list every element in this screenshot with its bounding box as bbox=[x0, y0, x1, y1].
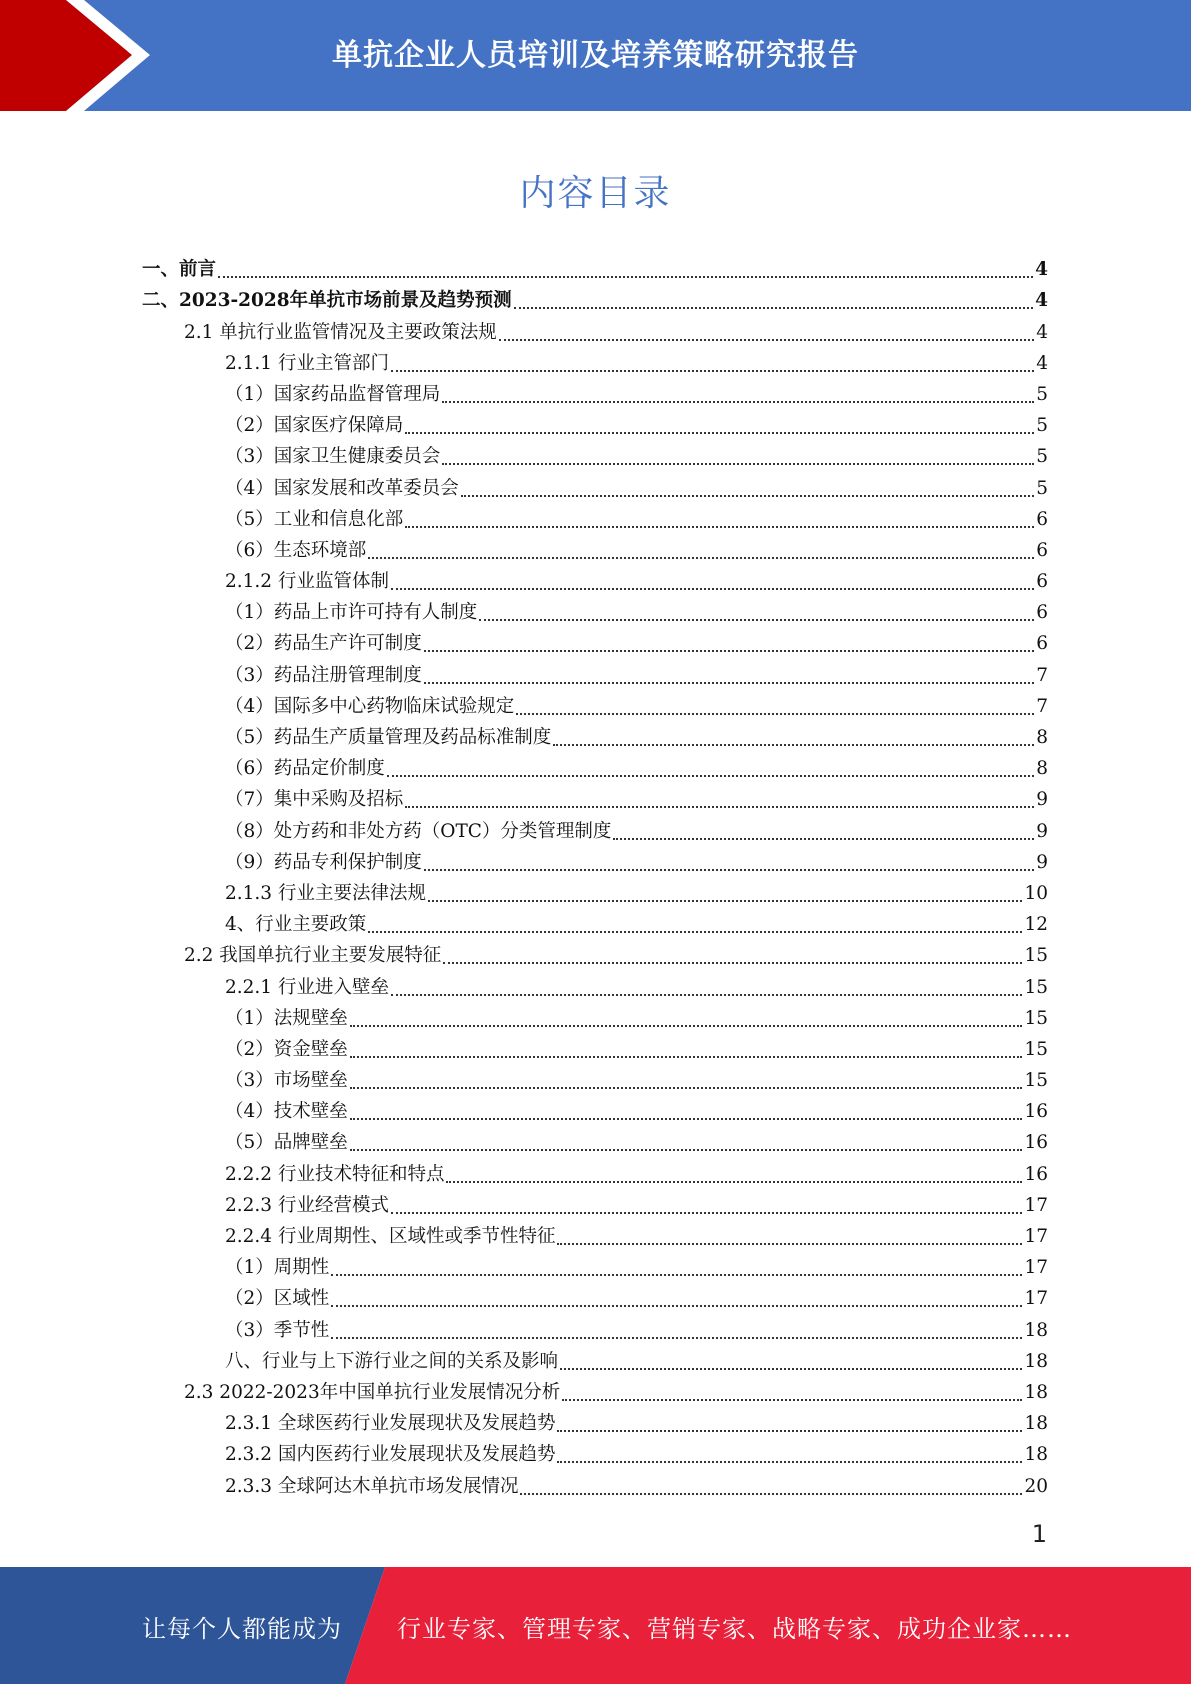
toc-entry[interactable] bbox=[142, 878, 1048, 909]
toc-entry-page: 17 bbox=[1024, 1257, 1048, 1279]
toc-entry-page: 8 bbox=[1036, 727, 1048, 748]
toc-entry-page: 5 bbox=[1036, 383, 1048, 405]
toc-entry[interactable] bbox=[142, 1252, 1048, 1283]
toc-entry-page: 4 bbox=[1036, 321, 1048, 343]
toc-entry-label: 2.2.2 行业技术特征和特点 bbox=[225, 1163, 445, 1185]
toc-entry[interactable] bbox=[142, 348, 1048, 379]
toc-entry[interactable] bbox=[142, 254, 1048, 285]
toc-entry-label: （1）药品上市许可持有人制度 bbox=[225, 602, 478, 624]
toc-entry-label: 2.1.1 行业主管部门 bbox=[225, 352, 389, 374]
toc-leader-dots bbox=[442, 401, 1034, 403]
footer-slogan-right: 行业专家、管理专家、营销专家、战略专家、成功企业家…… bbox=[397, 1615, 1072, 1643]
toc-entry-label: （5）药品生产质量管理及药品标准制度 bbox=[225, 727, 552, 748]
toc-entry-page: 6 bbox=[1036, 508, 1048, 530]
toc-entry-label: 2.3.3 全球阿达木单抗市场发展情况 bbox=[225, 1475, 519, 1497]
page-number: 1 bbox=[1031, 1520, 1047, 1548]
toc-leader-dots bbox=[405, 432, 1034, 434]
toc-entry-label: 2.1.3 行业主要法律法规 bbox=[225, 882, 426, 904]
toc-entry[interactable] bbox=[142, 815, 1048, 846]
toc-entry[interactable] bbox=[142, 410, 1048, 441]
toc-entry[interactable] bbox=[142, 1158, 1048, 1189]
toc-leader-dots bbox=[350, 1118, 1023, 1120]
toc-entry-page: 16 bbox=[1024, 1163, 1048, 1185]
toc-entry[interactable] bbox=[142, 1439, 1048, 1470]
toc-entry-page: 4 bbox=[1035, 290, 1048, 312]
toc-entry-label: 2.1 单抗行业监管情况及主要政策法规 bbox=[184, 321, 497, 343]
toc-entry-page: 8 bbox=[1036, 758, 1048, 780]
toc-entry-label: （3）季节性 bbox=[225, 1319, 330, 1341]
toc-entry[interactable] bbox=[142, 1127, 1048, 1158]
toc-entry-label: （2）药品生产许可制度 bbox=[225, 633, 422, 655]
toc-entry-label: （2）区域性 bbox=[225, 1288, 330, 1310]
toc-entry[interactable] bbox=[142, 441, 1048, 472]
toc-entry[interactable] bbox=[142, 379, 1048, 410]
toc-entry[interactable] bbox=[142, 628, 1048, 659]
toc-entry-label: 一、前言 bbox=[142, 259, 217, 281]
toc-entry[interactable] bbox=[142, 566, 1048, 597]
toc-entry[interactable] bbox=[142, 1096, 1048, 1127]
toc-leader-dots bbox=[613, 838, 1034, 840]
toc-leader-dots bbox=[391, 1212, 1022, 1214]
toc-entry-page: 18 bbox=[1024, 1381, 1048, 1403]
toc-entry-page: 20 bbox=[1024, 1475, 1048, 1497]
toc-entry-label: （1）法规壁垒 bbox=[225, 1007, 348, 1029]
toc-entry-page: 5 bbox=[1036, 446, 1048, 468]
toc-entry[interactable] bbox=[142, 909, 1048, 940]
toc-entry[interactable] bbox=[142, 504, 1048, 535]
toc-leader-dots bbox=[557, 1461, 1022, 1463]
toc-leader-dots bbox=[443, 962, 1022, 964]
toc-leader-dots bbox=[350, 1056, 1023, 1058]
table-of-contents bbox=[142, 254, 1048, 1502]
toc-entry-page: 17 bbox=[1024, 1194, 1048, 1216]
toc-leader-dots bbox=[391, 370, 1034, 372]
toc-entry[interactable] bbox=[142, 1003, 1048, 1034]
toc-entry-page: 17 bbox=[1024, 1226, 1048, 1247]
toc-entry[interactable] bbox=[142, 1408, 1048, 1439]
toc-entry-label: （2）国家医疗保障局 bbox=[225, 415, 404, 437]
toc-leader-dots bbox=[442, 463, 1034, 465]
toc-leader-dots bbox=[331, 1274, 1022, 1276]
toc-leader-dots bbox=[499, 339, 1034, 341]
toc-entry[interactable] bbox=[142, 316, 1048, 347]
toc-entry-label: （4）技术壁垒 bbox=[225, 1101, 348, 1123]
toc-entry-page: 15 bbox=[1024, 1070, 1048, 1092]
toc-entry-label: （9）药品专利保护制度 bbox=[225, 851, 422, 873]
toc-leader-dots bbox=[350, 1025, 1023, 1027]
toc-leader-dots bbox=[479, 619, 1034, 621]
toc-leader-dots bbox=[368, 557, 1034, 559]
toc-entry-label: （3）国家卫生健康委员会 bbox=[225, 446, 441, 468]
toc-leader-dots bbox=[368, 931, 1022, 933]
toc-entry-page: 18 bbox=[1024, 1319, 1048, 1341]
toc-entry-page: 18 bbox=[1024, 1444, 1048, 1466]
toc-heading: 内容目录 bbox=[519, 173, 672, 214]
toc-leader-dots bbox=[424, 869, 1034, 871]
toc-leader-dots bbox=[387, 775, 1034, 777]
toc-entry[interactable] bbox=[142, 535, 1048, 566]
toc-entry-page: 15 bbox=[1024, 1038, 1048, 1060]
toc-entry-label: （1）国家药品监督管理局 bbox=[225, 383, 441, 405]
toc-entry[interactable] bbox=[142, 1034, 1048, 1065]
toc-entry[interactable] bbox=[142, 722, 1048, 753]
toc-entry-page: 5 bbox=[1036, 477, 1048, 499]
toc-entry-page: 17 bbox=[1024, 1288, 1048, 1310]
toc-entry-label: 2.3.1 全球医药行业发展现状及发展趋势 bbox=[225, 1413, 556, 1435]
toc-entry-label: 4、行业主要政策 bbox=[225, 914, 367, 936]
toc-entry[interactable] bbox=[142, 691, 1048, 722]
toc-entry-label: （8）处方药和非处方药（OTC）分类管理制度 bbox=[225, 820, 612, 842]
toc-leader-dots bbox=[557, 1243, 1022, 1245]
toc-leader-dots bbox=[405, 806, 1034, 808]
toc-entry-page: 6 bbox=[1036, 539, 1048, 561]
report-header bbox=[0, 0, 1191, 111]
toc-leader-dots bbox=[520, 1493, 1022, 1495]
toc-leader-dots bbox=[424, 650, 1034, 652]
toc-entry-label: （3）药品注册管理制度 bbox=[225, 664, 422, 686]
toc-entry[interactable] bbox=[142, 940, 1048, 971]
toc-entry-page: 6 bbox=[1036, 571, 1048, 593]
toc-leader-dots bbox=[428, 900, 1022, 902]
toc-entry-label: 2.2 我国单抗行业主要发展特征 bbox=[184, 945, 442, 967]
toc-entry-label: 2.2.3 行业经营模式 bbox=[225, 1194, 389, 1216]
toc-entry-page: 4 bbox=[1035, 259, 1048, 281]
toc-leader-dots bbox=[553, 744, 1034, 746]
toc-leader-dots bbox=[562, 1399, 1022, 1401]
footer-banner bbox=[0, 1567, 1191, 1684]
toc-entry[interactable] bbox=[142, 1190, 1048, 1221]
toc-leader-dots bbox=[461, 495, 1034, 497]
toc-entry-label: （1）周期性 bbox=[225, 1257, 330, 1279]
toc-entry-page: 15 bbox=[1024, 1007, 1048, 1029]
toc-entry-label: （7）集中采购及招标 bbox=[225, 789, 404, 811]
toc-entry-label: 2.3.2 国内医药行业发展现状及发展趋势 bbox=[225, 1444, 556, 1466]
toc-entry[interactable] bbox=[142, 1377, 1048, 1408]
toc-leader-dots bbox=[218, 276, 1033, 278]
toc-entry-label: （3）市场壁垒 bbox=[225, 1070, 348, 1092]
toc-entry-page: 9 bbox=[1036, 820, 1048, 842]
toc-entry-label: （4）国际多中心药物临床试验规定 bbox=[225, 695, 515, 717]
toc-entry-page: 15 bbox=[1024, 945, 1048, 967]
toc-leader-dots bbox=[391, 588, 1034, 590]
toc-entry-label: （6）生态环境部 bbox=[225, 539, 367, 561]
toc-leader-dots bbox=[514, 307, 1033, 309]
toc-entry-label: 2.3 2022-2023年中国单抗行业发展情况分析 bbox=[184, 1381, 561, 1403]
toc-entry-page: 7 bbox=[1036, 695, 1048, 717]
toc-leader-dots bbox=[446, 1181, 1022, 1183]
toc-leader-dots bbox=[557, 1430, 1022, 1432]
toc-entry-label: （4）国家发展和改革委员会 bbox=[225, 477, 459, 499]
toc-leader-dots bbox=[331, 1305, 1022, 1307]
toc-entry-page: 6 bbox=[1036, 633, 1048, 655]
toc-leader-dots bbox=[391, 994, 1022, 996]
toc-entry-page: 12 bbox=[1024, 914, 1048, 936]
toc-entry-label: （5）工业和信息化部 bbox=[225, 508, 404, 530]
toc-leader-dots bbox=[331, 1337, 1022, 1339]
toc-entry-page: 9 bbox=[1036, 851, 1048, 873]
toc-leader-dots bbox=[405, 526, 1034, 528]
toc-entry[interactable] bbox=[142, 1346, 1048, 1377]
toc-entry-page: 9 bbox=[1036, 789, 1048, 811]
toc-entry-page: 15 bbox=[1024, 976, 1048, 998]
toc-entry-page: 7 bbox=[1036, 664, 1048, 686]
toc-leader-dots bbox=[350, 1087, 1023, 1089]
toc-entry[interactable] bbox=[142, 753, 1048, 784]
toc-entry[interactable] bbox=[142, 285, 1048, 316]
toc-entry[interactable] bbox=[142, 1470, 1048, 1501]
toc-entry-label: 2.2.4 行业周期性、区域性或季节性特征 bbox=[225, 1226, 556, 1247]
toc-entry-page: 4 bbox=[1036, 352, 1048, 374]
toc-entry[interactable] bbox=[142, 1314, 1048, 1345]
toc-entry[interactable] bbox=[142, 1283, 1048, 1314]
toc-entry-page: 5 bbox=[1036, 415, 1048, 437]
toc-entry-label: 2.1.2 行业监管体制 bbox=[225, 571, 389, 593]
toc-entry[interactable] bbox=[142, 971, 1048, 1002]
toc-entry[interactable] bbox=[142, 472, 1048, 503]
toc-entry[interactable] bbox=[142, 847, 1048, 878]
toc-entry-label: （5）品牌壁垒 bbox=[225, 1132, 348, 1154]
toc-entry-label: （2）资金壁垒 bbox=[225, 1038, 348, 1060]
footer-slogan-left: 让每个人都能成为 bbox=[142, 1615, 342, 1643]
toc-entry-label: （6）药品定价制度 bbox=[225, 758, 385, 780]
toc-leader-dots bbox=[516, 713, 1034, 715]
toc-entry-label: 八、行业与上下游行业之间的关系及影响 bbox=[225, 1350, 559, 1372]
toc-leader-dots bbox=[424, 682, 1034, 684]
toc-leader-dots bbox=[350, 1149, 1023, 1151]
toc-entry[interactable] bbox=[142, 659, 1048, 690]
toc-entry-page: 10 bbox=[1024, 882, 1048, 904]
toc-entry-page: 16 bbox=[1024, 1132, 1048, 1154]
toc-entry-label: 二、2023-2028年单抗市场前景及趋势预测 bbox=[142, 290, 512, 312]
toc-entry-label: 2.2.1 行业进入壁垒 bbox=[225, 976, 389, 998]
toc-entry-page: 18 bbox=[1024, 1350, 1048, 1372]
toc-entry[interactable] bbox=[142, 1065, 1048, 1096]
report-title: 单抗企业人员培训及培养策略研究报告 bbox=[332, 38, 859, 73]
toc-leader-dots bbox=[560, 1368, 1022, 1370]
toc-entry[interactable] bbox=[142, 597, 1048, 628]
toc-entry[interactable] bbox=[142, 1221, 1048, 1252]
toc-entry[interactable] bbox=[142, 784, 1048, 815]
toc-entry-page: 6 bbox=[1036, 602, 1048, 624]
toc-entry-page: 16 bbox=[1024, 1101, 1048, 1123]
toc-entry-page: 18 bbox=[1024, 1413, 1048, 1435]
